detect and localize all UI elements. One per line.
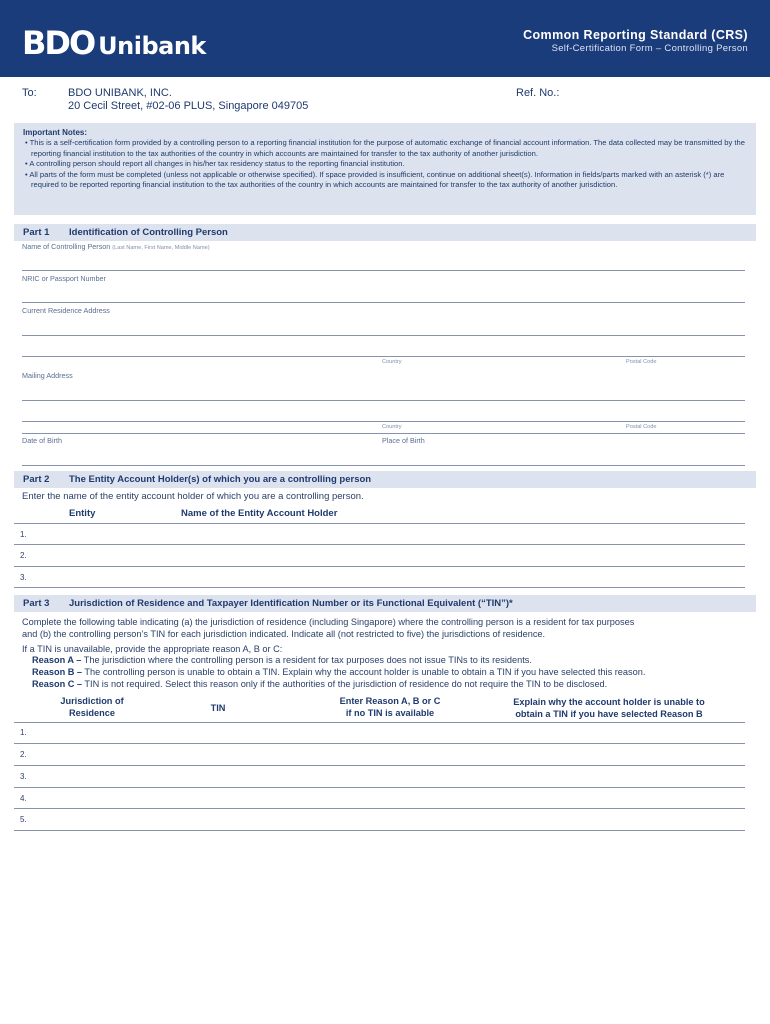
reason-a-label: Reason A – <box>32 655 82 665</box>
mailing-postal-label: Postal Code <box>626 424 657 430</box>
name-input-line[interactable] <box>22 270 745 271</box>
entity-column-header: Entity <box>69 508 96 519</box>
residence-address-line-1[interactable] <box>22 335 745 336</box>
part1-header <box>14 224 756 241</box>
note-item: • A controlling person should report all changes in his/her tax residency status to the reporting financial institution. <box>25 159 405 169</box>
reason-header-line-2: if no TIN is available <box>345 708 435 718</box>
residence-country-label: Country <box>382 359 402 365</box>
bdo-unibank-logo <box>22 24 206 62</box>
tin-column-header: TIN <box>210 703 226 713</box>
logo-bdo-text: BDO <box>22 24 95 62</box>
entity-row-3-line[interactable] <box>14 587 745 588</box>
jurisdiction-column-header <box>47 695 137 719</box>
mailing-country-line[interactable] <box>22 433 745 434</box>
page-header <box>0 0 770 77</box>
mailing-address-line-2[interactable] <box>22 421 745 422</box>
tin-row-4-line[interactable] <box>14 808 745 809</box>
tin-row-number: 1. <box>20 728 27 737</box>
explain-header-line-2: obtain a TIN if you have selected Reason B <box>515 709 703 719</box>
residence-postal-label: Postal Code <box>626 359 657 365</box>
explain-header-line-1: Explain why the account holder is unable to <box>513 697 705 707</box>
important-notes <box>14 123 756 215</box>
dob-label: Date of Birth <box>22 436 62 445</box>
tin-row-number: 4. <box>20 794 27 803</box>
reason-b <box>32 667 645 677</box>
reason-a <box>32 655 532 665</box>
part3-number: Part 3 <box>23 598 50 609</box>
reason-a-text: The jurisdiction where the controlling person is a resident for tax purposes does not issue TINs to its residents. <box>81 655 532 665</box>
notes-list <box>23 138 747 190</box>
residence-address-label: Current Residence Address <box>22 306 110 315</box>
form-subtitle: Self-Certification Form – Controlling Person <box>551 43 748 54</box>
part3-intro-line-2: and (b) the controlling person’s TIN for each jurisdiction indicated. Indicate all (not restricted to five) the jurisdictions of residence. <box>22 629 546 639</box>
pob-label: Place of Birth <box>382 436 425 445</box>
note-item: • All parts of the form must be completed (unless not applicable or otherwise specified). If space provided is insufficient, continue on additional sheet(s). Information in fields/parts marked with an asterisk (*) are required to be reported reporting financial institution to the tax authorities of the country in which accounts are maintained for transfer to the tax authority of another jurisdiction. <box>25 169 725 190</box>
ref-no-label: Ref. No.: <box>516 87 560 99</box>
tin-row-number: 5. <box>20 815 27 824</box>
part2-intro: Enter the name of the entity account holder of which you are a controlling person. <box>22 491 364 502</box>
part3-if-tin-text: If a TIN is unavailable, provide the appropriate reason A, B or C: <box>22 644 283 654</box>
reason-b-label: Reason B – <box>32 667 83 677</box>
entity-row-2-line[interactable] <box>14 566 745 567</box>
residence-address-line-2[interactable] <box>22 356 745 357</box>
to-label: To: <box>22 87 37 99</box>
logo-unibank-text: Unibank <box>98 32 206 60</box>
part3-intro-line-1: Complete the following table indicating (a) the jurisdiction of residence (including Singapore) where the controlling person is a resident for tax purposes <box>22 617 635 627</box>
tin-row-2-line[interactable] <box>14 765 745 766</box>
tin-row-1-line[interactable] <box>14 743 745 744</box>
part1-number: Part 1 <box>23 227 50 238</box>
addressee-name: BDO UNIBANK, INC. <box>68 87 172 99</box>
addressee-address: 20 Cecil Street, #02-06 PLUS, Singapore 049705 <box>68 100 309 112</box>
reason-c-text: TIN is not required. Select this reason only if the authorities of the jurisdiction of residence do not require the TIN to be disclosed. <box>82 679 608 689</box>
tin-row-5-line[interactable] <box>14 830 745 831</box>
mailing-country-label: Country <box>382 424 402 430</box>
jurisdiction-header-line-1: Jurisdiction of <box>60 696 124 706</box>
entity-row-number: 2. <box>20 551 27 560</box>
jurisdiction-header-line-2: Residence <box>69 708 115 718</box>
mailing-address-label: Mailing Address <box>22 371 73 380</box>
reason-header-line-1: Enter Reason A, B or C <box>339 696 441 706</box>
explain-column-header <box>493 696 725 720</box>
name-label-text: Name of Controlling Person <box>22 242 111 251</box>
part1-title: Identification of Controlling Person <box>69 227 228 238</box>
form-title: Common Reporting Standard (CRS) <box>523 28 748 42</box>
notes-title: Important Notes: <box>23 128 87 137</box>
nric-input-line[interactable] <box>22 302 745 303</box>
entity-row-number: 3. <box>20 573 27 582</box>
entity-row-number: 1. <box>20 530 27 539</box>
entity-row-1-line[interactable] <box>14 544 745 545</box>
mailing-address-line-1[interactable] <box>22 400 745 401</box>
dob-pob-input-line[interactable] <box>22 465 745 466</box>
name-field-label <box>22 242 210 251</box>
part2-header-rule <box>14 523 745 524</box>
part2-title: The Entity Account Holder(s) of which you are a controlling person <box>69 474 372 485</box>
reason-b-text: The controlling person is unable to obtain a TIN. Explain why the account holder is unable to obtain a TIN if you have selected this reason. <box>82 667 646 677</box>
nric-label: NRIC or Passport Number <box>22 274 106 283</box>
part2-number: Part 2 <box>23 474 50 485</box>
reason-c <box>32 679 607 689</box>
name-hint-text: (Last Name, First Name, Middle Name) <box>112 245 210 251</box>
tin-row-number: 3. <box>20 772 27 781</box>
part3-header-rule <box>14 722 745 723</box>
tin-row-3-line[interactable] <box>14 787 745 788</box>
part3-header <box>14 595 756 612</box>
reason-column-header <box>320 695 460 719</box>
part3-title: Jurisdiction of Residence and Taxpayer Identification Number or its Functional Equivalent (“TIN”)* <box>69 598 513 609</box>
entity-name-column-header: Name of the Entity Account Holder <box>181 508 338 519</box>
part2-header <box>14 471 756 488</box>
tin-row-number: 2. <box>20 750 27 759</box>
reason-c-label: Reason C – <box>32 679 83 689</box>
note-item: • This is a self-certification form provided by a controlling person to a reporting financial institution for the purpose of automatic exchange of financial account information. The data collected may be transmitted by the reporting financial institution to the tax authorities of the country in which accounts are maintained for transfer to the tax authority of another jurisdiction. <box>25 138 745 158</box>
